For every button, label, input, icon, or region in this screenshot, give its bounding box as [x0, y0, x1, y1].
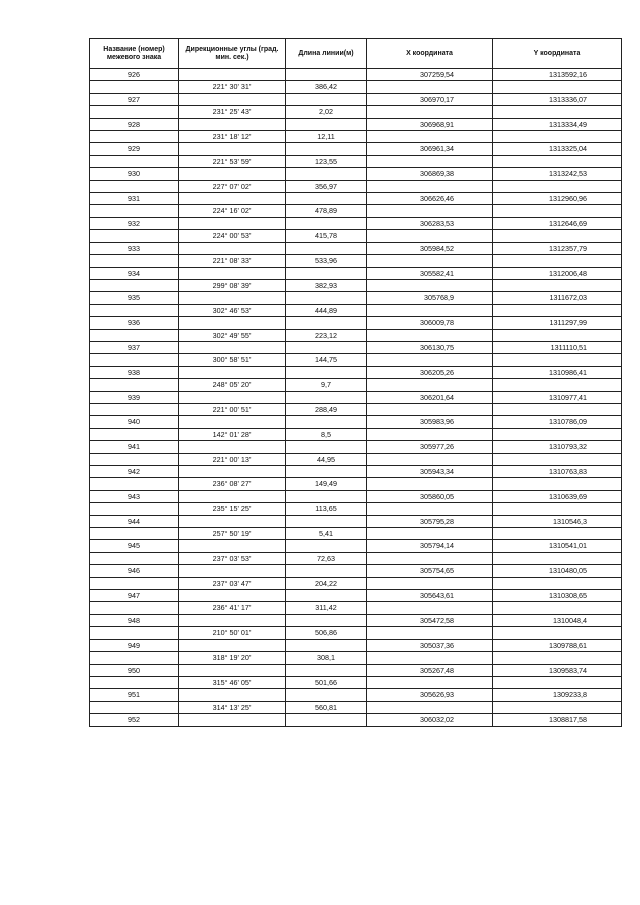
x-coordinate: 305626,93: [420, 690, 454, 700]
direction-angle: 236° 41' 17": [212, 603, 252, 613]
point-name: 939: [128, 392, 140, 402]
segment-row: [90, 279, 622, 291]
point-name: 935: [128, 293, 140, 303]
point-row: [90, 143, 622, 155]
point-name: 932: [128, 218, 140, 228]
direction-angle: 236° 08' 27": [212, 479, 252, 489]
segment-row: [90, 453, 622, 465]
segment-row: [90, 255, 622, 267]
x-coordinate: 305768,9: [424, 293, 454, 303]
point-row: [90, 639, 622, 651]
x-coordinate: 306032,02: [420, 715, 454, 725]
line-length: 382,93: [315, 280, 337, 290]
direction-angle: 227° 07' 02": [212, 181, 252, 191]
segment-row: [90, 676, 622, 688]
point-name: 929: [128, 144, 140, 154]
segment-row: [90, 304, 622, 316]
point-name: 928: [128, 119, 140, 129]
point-row: [90, 193, 622, 205]
y-coordinate: 1310986,41: [549, 367, 587, 377]
point-name: 949: [128, 640, 140, 650]
line-length: 149,49: [315, 479, 337, 489]
line-length: 144,75: [315, 355, 337, 365]
direction-angle: 300° 58' 51": [212, 355, 252, 365]
direction-angle: 224° 00' 53": [212, 231, 252, 241]
point-row: [90, 69, 622, 81]
line-length: 72,63: [317, 553, 335, 563]
point-row: [90, 490, 622, 502]
y-coordinate: 1310786,09: [549, 417, 587, 427]
y-coordinate: 1309583,74: [549, 665, 587, 675]
y-coordinate: 1312960,96: [549, 194, 587, 204]
line-length: 415,78: [315, 231, 337, 241]
x-coordinate: 305472,58: [420, 615, 454, 625]
line-length: 311,42: [315, 603, 337, 613]
x-coordinate: 306205,26: [420, 367, 454, 377]
point-name: 930: [128, 169, 140, 179]
point-name: 945: [128, 541, 140, 551]
segment-row: [90, 155, 622, 167]
line-length: 478,89: [315, 206, 337, 216]
y-coordinate: 1313336,07: [549, 94, 587, 104]
y-coordinate: 1310308,65: [549, 591, 587, 601]
segment-row: [90, 81, 622, 93]
direction-angle: 314° 13' 25": [212, 702, 252, 712]
table-body: [90, 69, 622, 727]
header-y: Y координата: [493, 39, 622, 69]
y-coordinate: 1311297,99: [549, 318, 587, 328]
point-name: 931: [128, 194, 140, 204]
y-coordinate: 1311672,03: [549, 293, 587, 303]
segment-row: [90, 205, 622, 217]
point-name: 948: [128, 615, 140, 625]
direction-angle: 224° 16' 02": [212, 206, 252, 216]
direction-angle: 221° 30' 31": [212, 82, 252, 92]
y-coordinate: 1309233,8: [553, 690, 587, 700]
x-coordinate: 307259,54: [420, 70, 454, 79]
point-row: [90, 466, 622, 478]
y-coordinate: 1310977,41: [549, 392, 587, 402]
point-name: 943: [128, 491, 140, 501]
point-row: [90, 689, 622, 701]
segment-row: [90, 354, 622, 366]
line-length: 506,86: [315, 628, 337, 638]
point-row: [90, 292, 622, 304]
line-length: 123,55: [315, 156, 337, 166]
x-coordinate: 305754,65: [420, 566, 454, 576]
segment-row: [90, 106, 622, 118]
y-coordinate: 1310793,32: [549, 442, 587, 452]
segment-row: [90, 329, 622, 341]
point-row: [90, 341, 622, 353]
line-length: 444,89: [315, 305, 337, 315]
y-coordinate: 1309788,61: [549, 640, 587, 650]
segment-row: [90, 403, 622, 415]
point-name: 934: [128, 268, 140, 278]
point-row: [90, 614, 622, 626]
line-length: 12,11: [317, 132, 335, 142]
y-coordinate: 1310048,4: [553, 615, 587, 625]
x-coordinate: 306869,38: [420, 169, 454, 179]
point-name: 937: [128, 342, 140, 352]
x-coordinate: 305794,14: [420, 541, 454, 551]
point-name: 947: [128, 591, 140, 601]
line-length: 44,95: [317, 454, 335, 464]
segment-row: [90, 230, 622, 242]
direction-angle: 221° 00' 51": [212, 404, 252, 414]
direction-angle: 237° 03' 47": [212, 578, 252, 588]
point-name: 938: [128, 367, 140, 377]
segment-row: [90, 552, 622, 564]
y-coordinate: 1310763,83: [549, 467, 587, 476]
x-coordinate: 305860,05: [420, 491, 454, 501]
direction-angle: 315° 46' 05": [212, 677, 252, 687]
line-length: 356,97: [315, 181, 337, 191]
line-length: 533,96: [315, 256, 337, 266]
x-coordinate: 305795,28: [420, 516, 454, 526]
direction-angle: 299° 08' 39": [212, 280, 252, 290]
point-name: 942: [128, 467, 140, 476]
point-name: 940: [128, 417, 140, 427]
y-coordinate: 1311110,51: [550, 342, 587, 352]
point-row: [90, 242, 622, 254]
y-coordinate: 1310546,3: [553, 516, 587, 526]
segment-row: [90, 577, 622, 589]
line-length: 501,66: [315, 677, 337, 687]
point-row: [90, 565, 622, 577]
point-name: 944: [128, 516, 140, 526]
header-x: X координата: [367, 39, 493, 69]
point-row: [90, 714, 622, 726]
segment-row: [90, 478, 622, 490]
x-coordinate: 306201,64: [420, 392, 454, 402]
y-coordinate: 1312006,48: [549, 268, 587, 278]
direction-angle: 221° 08' 33": [212, 256, 252, 266]
point-row: [90, 317, 622, 329]
y-coordinate: 1312646,69: [549, 218, 587, 228]
direction-angle: 210° 50' 01": [212, 628, 252, 638]
direction-angle: 318° 19' 20": [212, 653, 252, 663]
direction-angle: 302° 49' 55": [212, 330, 252, 340]
header-name: Название (номер) межевого знака: [90, 39, 179, 69]
line-length: 2,02: [319, 107, 333, 117]
x-coordinate: 306130,75: [420, 342, 454, 352]
point-row: [90, 118, 622, 130]
segment-row: [90, 627, 622, 639]
header-length: Длина линии(м): [286, 39, 367, 69]
x-coordinate: 305977,26: [420, 442, 454, 452]
direction-angle: 237° 03' 53": [212, 553, 252, 563]
segment-row: [90, 503, 622, 515]
segment-row: [90, 701, 622, 713]
y-coordinate: 1310480,05: [549, 566, 587, 576]
direction-angle: 302° 46' 53": [212, 305, 252, 315]
direction-angle: 221° 53' 59": [212, 156, 252, 166]
point-row: [90, 217, 622, 229]
segment-row: [90, 528, 622, 540]
point-row: [90, 391, 622, 403]
segment-row: [90, 379, 622, 391]
line-length: 8,5: [321, 429, 331, 439]
direction-angle: 231° 25' 43": [212, 107, 252, 117]
point-name: 951: [128, 690, 140, 700]
x-coordinate: 306970,17: [420, 94, 454, 104]
direction-angle: 142° 01' 28": [212, 429, 252, 439]
point-row: [90, 416, 622, 428]
y-coordinate: 1310541,01: [549, 541, 587, 551]
point-row: [90, 93, 622, 105]
point-name: 946: [128, 566, 140, 576]
point-name: 950: [128, 665, 140, 675]
line-length: 113,65: [315, 504, 337, 514]
line-length: 308,1: [317, 653, 335, 663]
point-row: [90, 515, 622, 527]
direction-angle: 248° 05' 20": [212, 380, 252, 390]
segment-row: [90, 180, 622, 192]
y-coordinate: 1313334,49: [549, 119, 587, 129]
point-row: [90, 540, 622, 552]
y-coordinate: 1310639,69: [549, 491, 587, 501]
line-length: 5,41: [319, 529, 333, 539]
point-row: [90, 366, 622, 378]
line-length: 560,81: [315, 702, 337, 712]
x-coordinate: 305643,61: [420, 591, 454, 601]
point-row: [90, 590, 622, 602]
x-coordinate: 306968,91: [420, 119, 454, 129]
point-name: 941: [128, 442, 140, 452]
line-length: 223,12: [315, 330, 337, 340]
y-coordinate: 1313325,04: [549, 144, 587, 154]
point-name: 933: [128, 243, 140, 253]
x-coordinate: 306009,78: [420, 318, 454, 328]
segment-row: [90, 602, 622, 614]
x-coordinate: 305983,96: [420, 417, 454, 427]
point-row: [90, 267, 622, 279]
line-length: 9,7: [321, 380, 331, 390]
line-length: 204,22: [315, 578, 337, 588]
x-coordinate: 305943,34: [420, 467, 454, 476]
direction-angle: 221° 00' 13": [212, 454, 252, 464]
point-name: 936: [128, 318, 140, 328]
y-coordinate: 1308817,58: [549, 715, 587, 725]
x-coordinate: 305582,41: [420, 268, 454, 278]
boundary-coordinates-table: [89, 38, 622, 727]
x-coordinate: 305037,36: [420, 640, 454, 650]
direction-angle: 231° 18' 12": [212, 132, 252, 142]
x-coordinate: 305984,52: [420, 243, 454, 253]
direction-angle: 257° 50' 19": [212, 529, 252, 539]
point-name: 926: [128, 70, 140, 79]
line-length: 288,49: [315, 404, 337, 414]
table-header-row: [90, 39, 622, 69]
x-coordinate: 306283,53: [420, 218, 454, 228]
segment-row: [90, 428, 622, 440]
x-coordinate: 305267,48: [420, 665, 454, 675]
point-name: 952: [128, 715, 140, 725]
y-coordinate: 1312357,79: [549, 243, 587, 253]
segment-row: [90, 652, 622, 664]
segment-row: [90, 131, 622, 143]
point-row: [90, 441, 622, 453]
point-row: [90, 168, 622, 180]
x-coordinate: 306626,46: [420, 194, 454, 204]
y-coordinate: 1313592,16: [549, 70, 587, 79]
y-coordinate: 1313242,53: [549, 169, 587, 179]
line-length: 386,42: [315, 82, 337, 92]
point-row: [90, 664, 622, 676]
x-coordinate: 306961,34: [420, 144, 454, 154]
direction-angle: 235° 15' 25": [212, 504, 252, 514]
header-angle: Дирекционные углы (град. мин. сек.): [179, 39, 286, 69]
point-name: 927: [128, 94, 140, 104]
